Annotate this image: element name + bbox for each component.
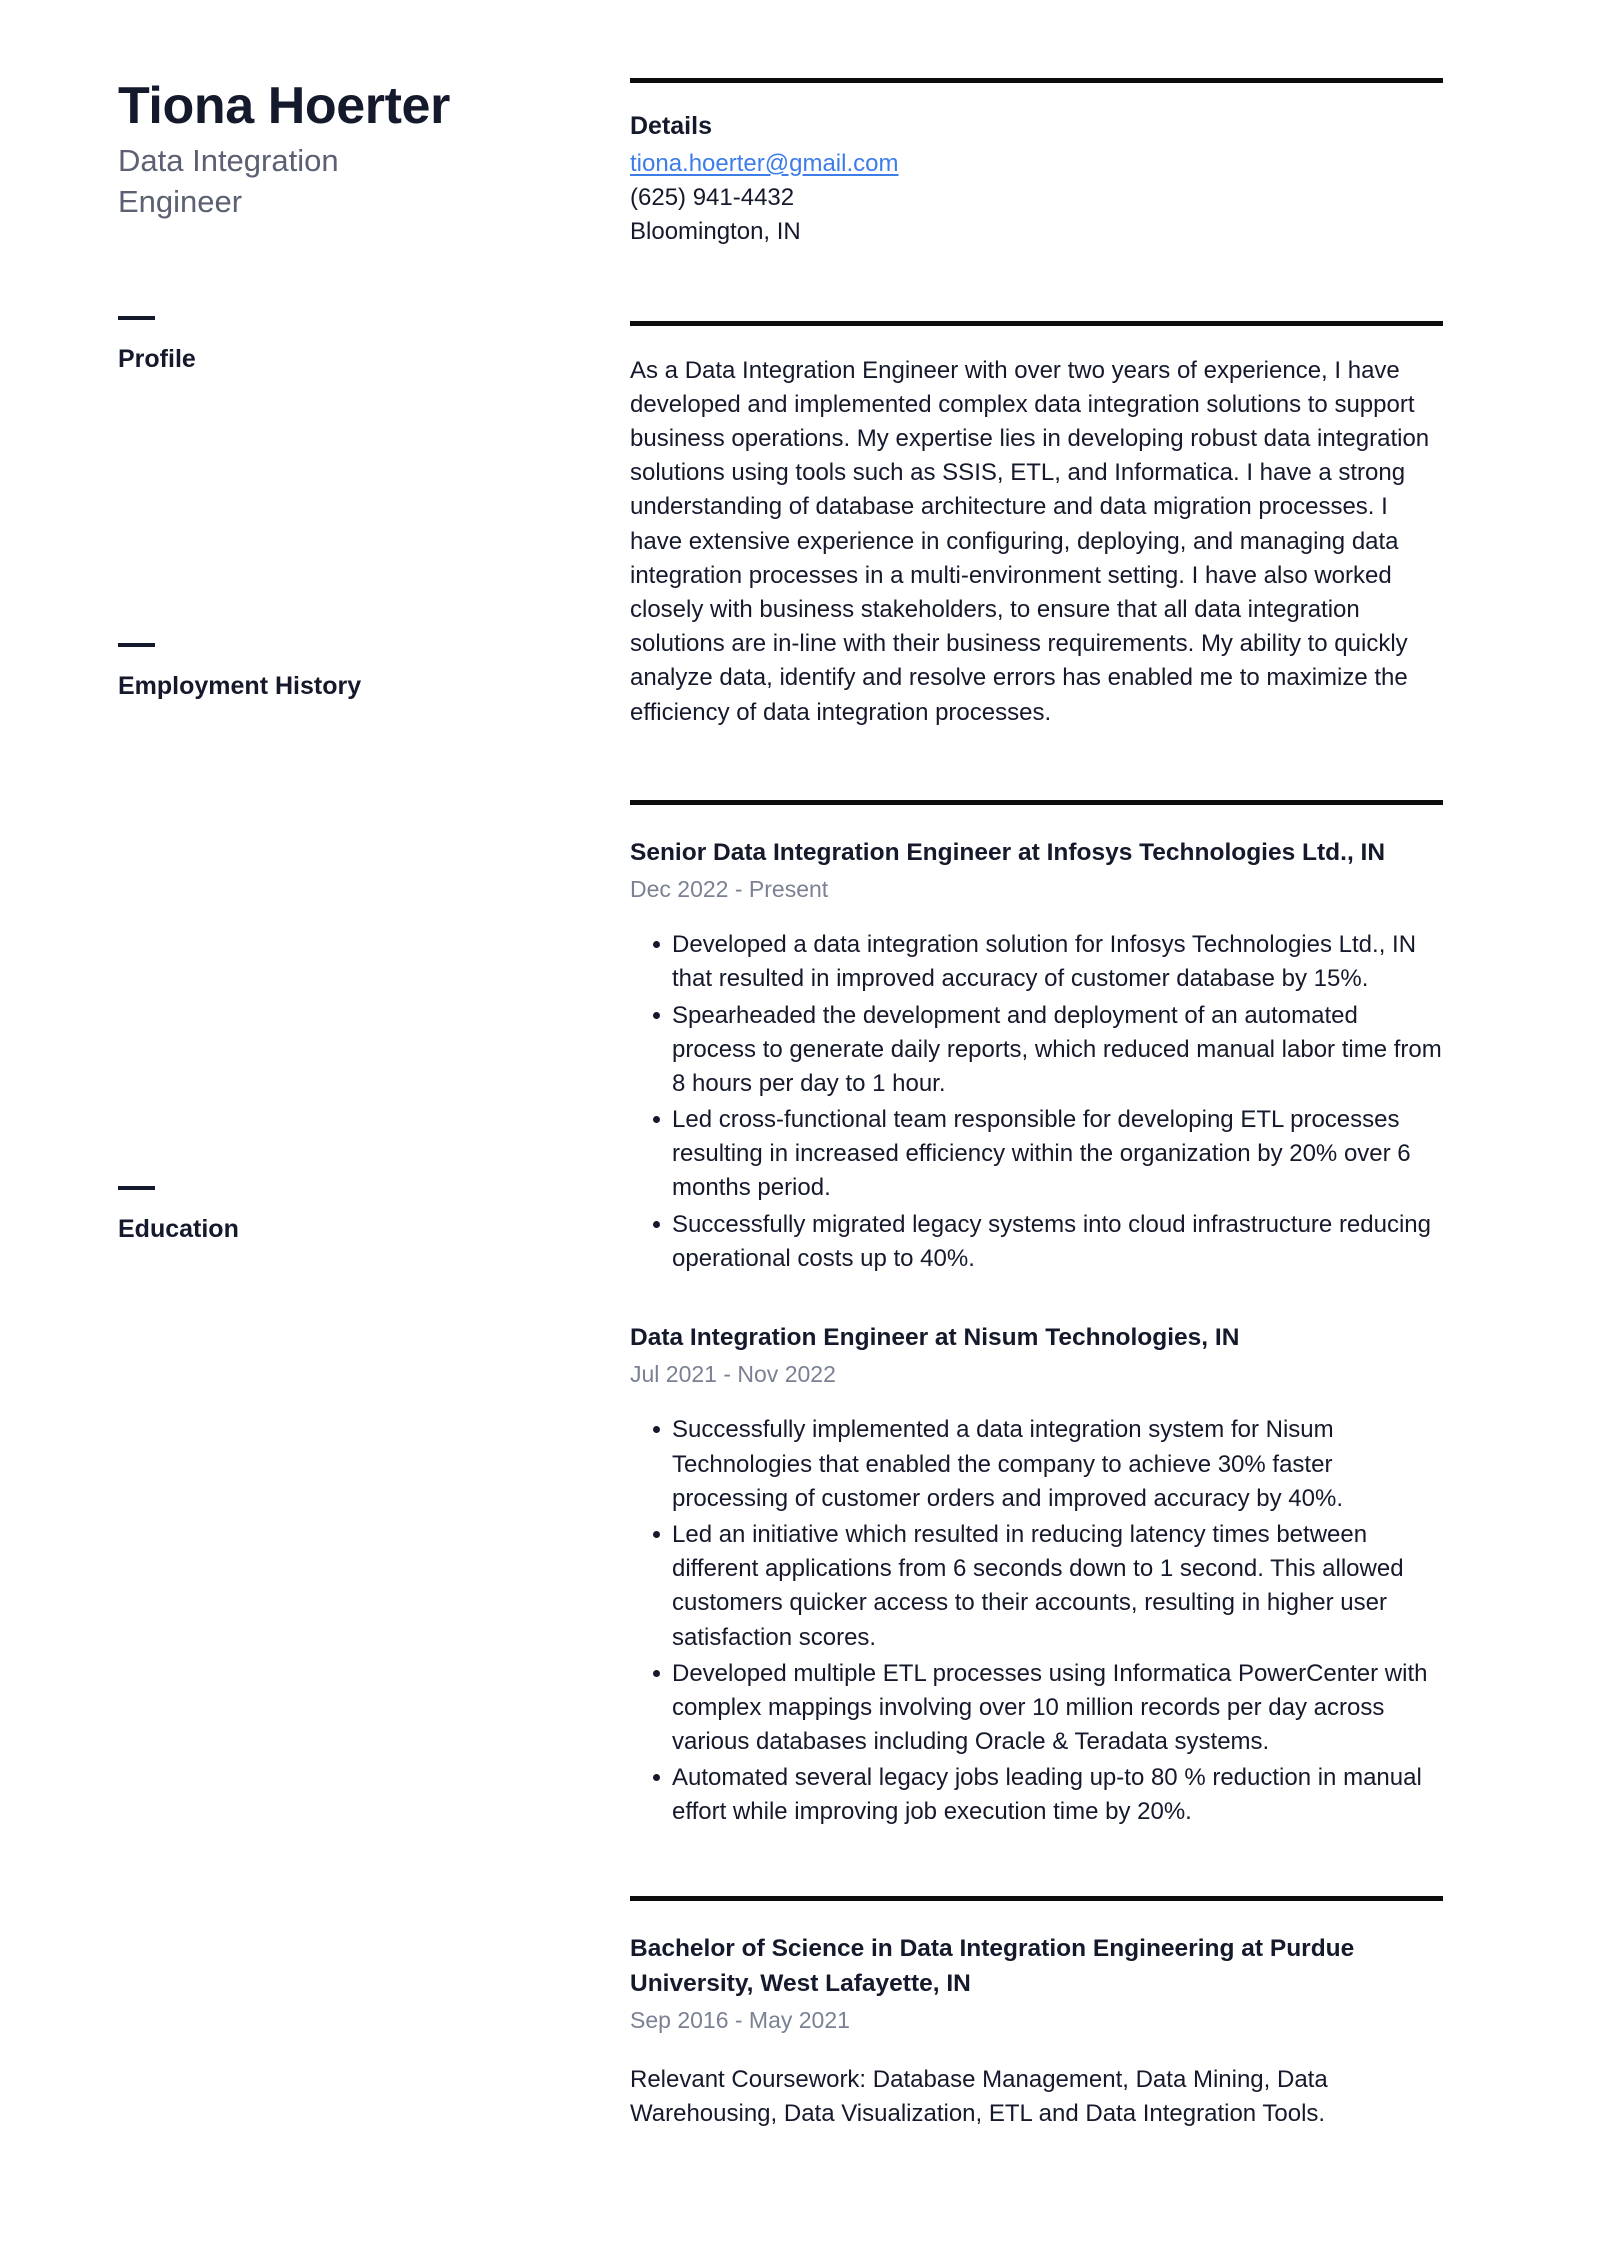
spacer [630, 730, 1443, 800]
entry [630, 1901, 1443, 2132]
details-block [630, 83, 1443, 249]
entry [630, 1278, 1443, 1830]
entry-date: Sep 2016 - May 2021 [630, 2006, 850, 2033]
entry-note: Relevant Coursework: Database Management, Data Mining, Data Warehousing, Data Visualization, ETL and Data Integration Tools. [630, 2066, 1328, 2128]
entry-date: Jul 2021 - Nov 2022 [630, 1361, 836, 1388]
entry-bullet: Developed a data integration solution for Infosys Technologies Ltd., IN that resulted in improved accuracy of customer database by 15%. [630, 928, 1443, 996]
sidebar-section-profile [118, 316, 590, 375]
spacer [630, 249, 1443, 321]
sidebar-section-employment [118, 643, 590, 702]
candidate-job-title: Data Integration Engineer [118, 143, 339, 220]
section-rule-dash [118, 316, 155, 320]
location-text: Bloomington, IN [630, 217, 801, 245]
entry-bullet-list [630, 1413, 1443, 1829]
entry-date: Dec 2022 - Present [630, 875, 829, 902]
sidebar-section-education [118, 1186, 590, 1245]
entry-bullet-list [630, 928, 1443, 1276]
sidebar-label-employment: Employment History [118, 672, 362, 701]
section-rule-dash [118, 1186, 155, 1190]
sidebar-label-profile: Profile [118, 345, 196, 373]
email-link[interactable]: tiona.hoerter@gmail.com [630, 149, 899, 177]
entry-bullet: Developed multiple ETL processes using Informatica PowerCenter with complex mappings involving over 10 million records per day across various databases including Oracle & Teradata systems. [630, 1657, 1443, 1760]
details-heading: Details [630, 112, 712, 140]
phone-number: (625) 941-4432 [630, 183, 795, 211]
entry-bullet: Led an initiative which resulted in reducing latency times between different applications from 6 seconds down to 1 second. This allowed customers quicker access to their accounts, resulting in higher user satisfaction scores. [630, 1518, 1443, 1655]
candidate-name: Tiona Hoerter [118, 77, 450, 135]
entry-bullet: Automated several legacy jobs leading up-to 80 % reduction in manual effort while improving job execution time by 20%. [630, 1761, 1443, 1829]
entry-bullet: Spearheaded the development and deployment of an automated process to generate daily reports, which reduced manual labor time from 8 hours per day to 1 hour. [630, 999, 1443, 1102]
section-rule-dash [118, 643, 155, 647]
entry-title: Bachelor of Science in Data Integration Engineering at Purdue University, West Lafayette, IN [630, 1934, 1355, 1997]
employment-list [630, 805, 1443, 1830]
entry-title: Senior Data Integration Engineer at Infosys Technologies Ltd., IN [630, 838, 1386, 866]
entry-bullet: Successfully implemented a data integration system for Nisum Technologies that enabled the company to achieve 30% faster processing of customer orders and improved accuracy by 40%. [630, 1413, 1443, 1516]
sidebar-column [118, 78, 630, 2131]
entry [630, 805, 1443, 1276]
entry-bullet: Led cross-functional team responsible for developing ETL processes resulting in increased efficiency within the organization by 20% over 6 months period. [630, 1103, 1443, 1206]
entry-title: Data Integration Engineer at Nisum Technologies, IN [630, 1324, 1240, 1352]
profile-paragraph: As a Data Integration Engineer with over two years of experience, I have developed and implemented complex data integration solutions to support business operations. My expertise lies in developing robust data integration solutions using tools such as SSIS, ETL, and Informatica. I have a strong understanding of database architecture and data migration processes. I have extensive experience in configuring, deploying, and managing data integration processes in a multi-environment setting. I have also worked closely with business stakeholders, to ensure that all data integration solutions are in-line with their business requirements. My ability to quickly analyze data, identify and resolve errors has enabled me to maximize the efficiency of data integration processes. [630, 356, 1430, 726]
sidebar-label-education: Education [118, 1214, 239, 1243]
content-column [630, 78, 1515, 2131]
spacer [630, 1832, 1443, 1896]
entry-bullet: Successfully migrated legacy systems into cloud infrastructure reducing operational costs up to 40%. [630, 1208, 1443, 1276]
education-list [630, 1901, 1443, 2132]
